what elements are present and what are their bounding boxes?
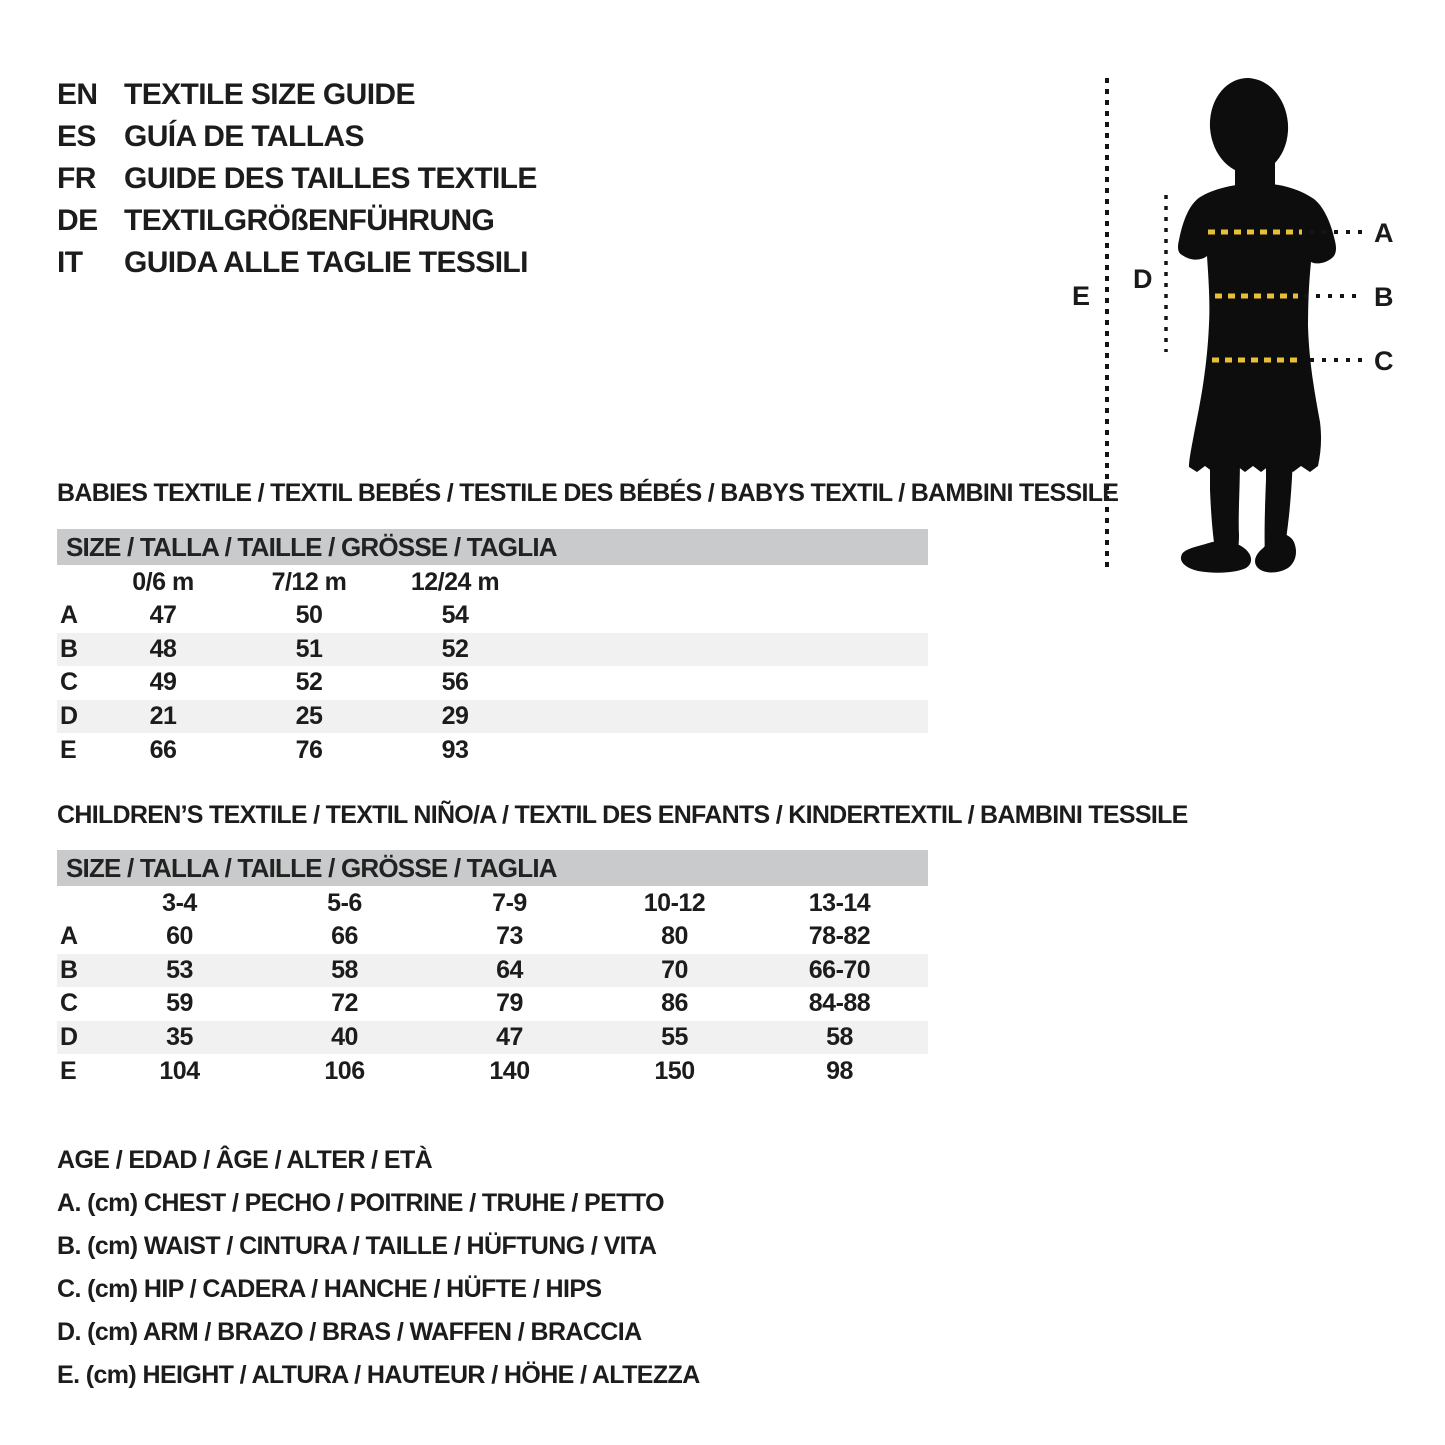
table-cell: 49 <box>149 668 177 697</box>
row-label: A <box>60 922 79 951</box>
children-size-header-bar <box>57 850 928 886</box>
table-cell: 51 <box>295 634 323 663</box>
child-silhouette-icon <box>1178 75 1336 573</box>
table-cell: 106 <box>324 1056 365 1085</box>
legend-line: AGE / EDAD / ÂGE / ALTER / ETÀ <box>57 1146 433 1174</box>
table-cell: 56 <box>441 668 469 697</box>
row-cells <box>97 956 922 985</box>
column-header-cell: 3-4 <box>162 888 197 917</box>
language-title-row <box>57 74 537 116</box>
language-title-row <box>57 116 537 158</box>
row-label: B <box>60 955 79 984</box>
row-label: B <box>60 634 79 663</box>
guide-title: TEXTILE SIZE GUIDE <box>124 78 415 111</box>
babies-column-header-row <box>57 565 928 599</box>
table-row <box>57 1021 928 1055</box>
column-header-cell: 13-14 <box>808 888 871 917</box>
babies-table-title: BABIES TEXTILE / TEXTIL BEBÉS / TESTILE DES BÉBÉS / BABYS TEXTIL / BAMBINI TESSILE <box>57 479 1119 507</box>
table-cell: 78-82 <box>808 922 871 951</box>
babies-column-headers <box>90 568 528 597</box>
table-row <box>57 666 928 700</box>
table-row <box>57 1054 928 1088</box>
babies-size-header-bar <box>57 529 928 565</box>
language-title-row <box>57 200 537 242</box>
label-chest: A <box>1374 218 1394 248</box>
guide-title: GUÍA DE TALLAS <box>124 120 364 153</box>
row-cells <box>90 736 528 765</box>
row-cells <box>97 922 922 951</box>
table-row <box>57 599 928 633</box>
row-label: A <box>60 601 79 630</box>
legend-line: D. (cm) ARM / BRAZO / BRAS / WAFFEN / BRACCIA <box>57 1318 642 1346</box>
row-cells <box>97 989 922 1018</box>
table-row <box>57 920 928 954</box>
silhouette-left-shoe <box>1181 541 1251 572</box>
table-cell: 40 <box>331 1023 358 1052</box>
guide-title: GUIDE DES TAILLES TEXTILE <box>124 162 537 195</box>
row-label: C <box>60 989 79 1018</box>
legend-line: C. (cm) HIP / CADERA / HANCHE / HÜFTE / HIPS <box>57 1275 602 1303</box>
row-cells <box>90 601 528 630</box>
table-cell: 140 <box>489 1056 530 1085</box>
column-header-cell: 0/6 m <box>132 567 194 596</box>
row-label: C <box>60 668 79 697</box>
table-cell: 70 <box>661 955 688 984</box>
guide-title: GUIDA ALLE TAGLIE TESSILI <box>124 246 528 279</box>
language-title-row <box>57 242 537 284</box>
table-cell: 80 <box>661 922 688 951</box>
table-cell: 25 <box>295 702 323 731</box>
row-label: D <box>60 1023 79 1052</box>
row-cells <box>90 635 528 664</box>
guide-title: TEXTILGRÖßENFÜHRUNG <box>124 204 495 237</box>
column-header-cell: 7/12 m <box>271 567 347 596</box>
row-cells <box>90 668 528 697</box>
column-header-cell: 10-12 <box>643 888 706 917</box>
table-cell: 98 <box>826 1056 853 1085</box>
table-cell: 48 <box>149 634 177 663</box>
children-table-body <box>57 920 928 1088</box>
table-cell: 29 <box>441 702 469 731</box>
language-code: IT <box>57 246 83 279</box>
language-title-row <box>57 158 537 200</box>
table-row <box>57 954 928 988</box>
language-title-list <box>57 74 537 284</box>
table-row <box>57 633 928 667</box>
size-header-label: SIZE / TALLA / TAILLE / GRÖSSE / TAGLIA <box>66 852 557 883</box>
size-header-label: SIZE / TALLA / TAILLE / GRÖSSE / TAGLIA <box>66 531 557 562</box>
row-cells <box>97 1057 922 1086</box>
table-cell: 52 <box>441 634 469 663</box>
table-cell: 150 <box>654 1056 695 1085</box>
table-cell: 47 <box>496 1023 523 1052</box>
legend-line: E. (cm) HEIGHT / ALTURA / HAUTEUR / HÖHE / ALTEZZA <box>57 1361 700 1389</box>
table-cell: 52 <box>295 668 323 697</box>
label-height: E <box>1072 281 1091 311</box>
table-cell: 76 <box>295 735 323 764</box>
table-cell: 73 <box>496 922 523 951</box>
table-cell: 54 <box>441 601 469 630</box>
table-cell: 59 <box>166 989 193 1018</box>
legend-line: A. (cm) CHEST / PECHO / POITRINE / TRUHE / PETTO <box>57 1189 664 1217</box>
table-cell: 86 <box>661 989 688 1018</box>
language-code: DE <box>57 204 98 237</box>
column-header-cell: 7-9 <box>492 888 527 917</box>
children-size-table <box>57 800 1188 1088</box>
table-cell: 66 <box>331 922 358 951</box>
table-cell: 35 <box>166 1023 193 1052</box>
row-cells <box>90 702 528 731</box>
children-table-title: CHILDREN’S TEXTILE / TEXTIL NIÑO/A / TEXTIL DES ENFANTS / KINDERTEXTIL / BAMBINI TESSILE <box>57 801 1188 829</box>
table-cell: 50 <box>295 601 323 630</box>
table-cell: 58 <box>826 1023 853 1052</box>
label-waist: B <box>1374 282 1394 312</box>
table-cell: 84-88 <box>808 989 871 1018</box>
table-cell: 93 <box>441 735 469 764</box>
table-cell: 47 <box>149 601 177 630</box>
table-cell: 64 <box>496 955 523 984</box>
measurement-legend <box>57 1139 700 1397</box>
row-label: E <box>60 735 77 764</box>
table-cell: 79 <box>496 989 523 1018</box>
table-cell: 66-70 <box>808 955 871 984</box>
table-cell: 53 <box>166 955 193 984</box>
table-cell: 60 <box>166 922 193 951</box>
table-row <box>57 733 928 767</box>
label-hip: C <box>1374 346 1394 376</box>
children-column-header-row <box>57 886 928 920</box>
language-code: FR <box>57 162 96 195</box>
label-arm: D <box>1133 264 1153 294</box>
babies-table-body <box>57 599 928 767</box>
silhouette-torso <box>1178 183 1336 472</box>
silhouette-right-shoe <box>1255 534 1296 573</box>
row-label: D <box>60 702 79 731</box>
legend-line: B. (cm) WAIST / CINTURA / TAILLE / HÜFTUNG / VITA <box>57 1232 657 1260</box>
table-cell: 21 <box>149 702 177 731</box>
babies-size-table <box>57 478 1119 767</box>
language-code: ES <box>57 120 96 153</box>
language-code: EN <box>57 78 98 111</box>
table-cell: 72 <box>331 989 358 1018</box>
table-cell: 66 <box>149 735 177 764</box>
measurement-figure <box>1040 58 1440 608</box>
children-column-headers <box>97 889 922 918</box>
table-row <box>57 700 928 734</box>
table-cell: 104 <box>159 1056 200 1085</box>
table-row <box>57 987 928 1021</box>
silhouette-left-leg <box>1210 455 1240 555</box>
row-cells <box>97 1023 922 1052</box>
column-header-cell: 12/24 m <box>410 567 500 596</box>
table-cell: 58 <box>331 955 358 984</box>
table-cell: 55 <box>661 1023 688 1052</box>
column-header-cell: 5-6 <box>327 888 362 917</box>
row-label: E <box>60 1056 77 1085</box>
